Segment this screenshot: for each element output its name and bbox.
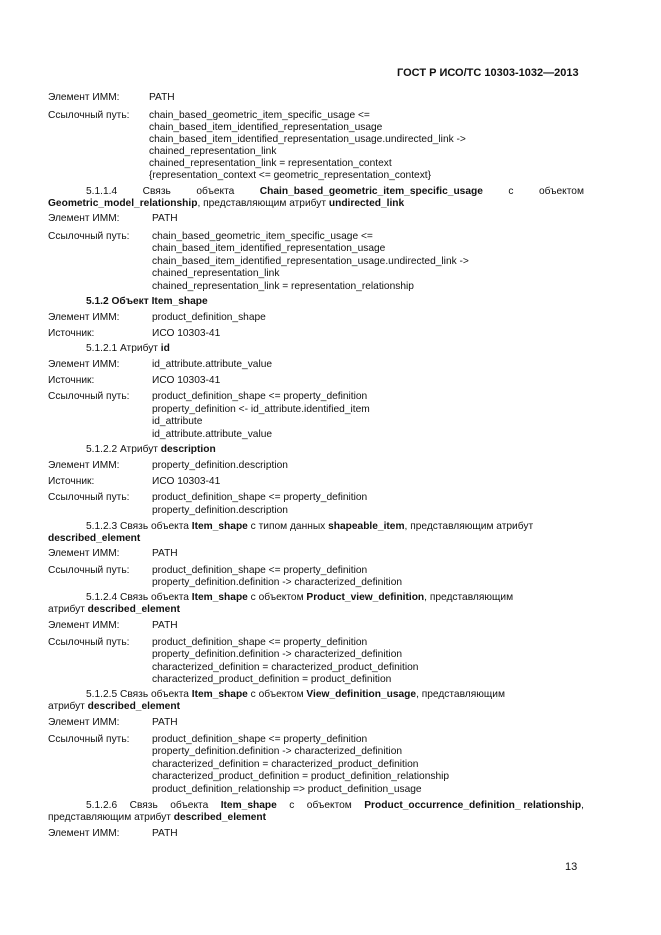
section-heading-5-1-2-3-cont: described_element [48, 533, 141, 544]
section-heading-5-1-2-1: 5.1.2.1 Атрибут id [86, 343, 170, 354]
imm-value: PATH [152, 828, 178, 839]
ref-line: characterized_definition = characterized_product_definition [152, 662, 419, 673]
ref-line: chain_based_geometric_item_specific_usage <= [152, 231, 373, 242]
ref-line: chained_representation_link [149, 146, 277, 157]
ref-line: property_definition <- id_attribute.identified_item [152, 404, 370, 415]
label-src: Источник: [48, 476, 95, 487]
ref-line: product_definition_relationship => product_definition_usage [152, 784, 422, 795]
label-imm: Элемент ИММ: [48, 717, 120, 728]
imm-value: PATH [152, 213, 178, 224]
label-imm: Элемент ИММ: [48, 548, 120, 559]
ref-line: product_definition_shape <= property_definition [152, 391, 368, 402]
ref-line: chained_representation_link [152, 268, 280, 279]
label-imm: Элемент ИММ: [48, 312, 120, 323]
src-value: ИСО 10303-41 [152, 328, 221, 339]
section-heading-5-1-2-6-cont: представляющим атрибут described_element [48, 812, 267, 823]
imm-value: PATH [152, 548, 178, 559]
ref-line: product_definition_shape <= property_definition [152, 492, 368, 503]
label-imm: Элемент ИММ: [48, 620, 120, 631]
section-heading-5-1-1-4: 5.1.1.4 Связь объекта Chain_based_geometric_item_specific_usage с объектом [86, 186, 584, 197]
label-imm: Элемент ИММ: [48, 359, 120, 370]
ref-line: product_definition_shape <= property_definition [152, 734, 368, 745]
label-imm: Элемент ИММ: [48, 92, 120, 103]
imm-value: id_attribute.attribute_value [152, 359, 273, 370]
label-imm: Элемент ИММ: [48, 828, 120, 839]
ref-line: chained_representation_link = representation_relationship [152, 281, 414, 292]
ref-line: chain_based_item_identified_representation_usage.undirected_link -> [152, 256, 469, 267]
ref-line: chain_based_item_identified_representation_usage [152, 243, 386, 254]
ref-line: {representation_context <= geometric_representation_context} [149, 170, 432, 181]
imm-value: PATH [152, 620, 178, 631]
ref-line: property_definition.definition -> characterized_definition [152, 577, 403, 588]
section-heading-5-1-1-4-cont: Geometric_model_relationship, представляющим атрибут undirected_link [48, 198, 405, 209]
ref-line: property_definition.description [152, 505, 288, 516]
src-value: ИСО 10303-41 [152, 375, 221, 386]
ref-line: property_definition.definition -> characterized_definition [152, 649, 403, 660]
label-ref: Ссылочный путь: [48, 637, 130, 648]
section-heading-5-1-2-3: 5.1.2.3 Связь объекта Item_shape с типом данных shapeable_item, представляющим атрибут [86, 521, 534, 532]
label-imm: Элемент ИММ: [48, 460, 120, 471]
src-value: ИСО 10303-41 [152, 476, 221, 487]
label-ref: Ссылочный путь: [48, 231, 130, 242]
imm-value: product_definition_shape [152, 312, 266, 323]
ref-line: chain_based_geometric_item_specific_usage <= [149, 110, 370, 121]
document-header: ГОСТ Р ИСО/ТС 10303-1032—2013 [397, 67, 579, 79]
ref-line: product_definition_shape <= property_definition [152, 637, 368, 648]
section-heading-5-1-2-5-cont: атрибут described_element [48, 701, 180, 712]
section-heading-5-1-2-6: 5.1.2.6 Связь объекта Item_shape с объектом Product_occurrence_definition_ relationship, [86, 800, 584, 811]
label-ref: Ссылочный путь: [48, 565, 130, 576]
section-heading-5-1-2-4-cont: атрибут described_element [48, 604, 180, 615]
label-src: Источник: [48, 375, 95, 386]
ref-line: chain_based_item_identified_representation_usage.undirected_link -> [149, 134, 466, 145]
ref-line: characterized_product_definition = product_definition_relationship [152, 771, 450, 782]
ref-line: characterized_product_definition = product_definition [152, 674, 392, 685]
imm-value: PATH [149, 92, 175, 103]
label-ref: Ссылочный путь: [48, 492, 130, 503]
section-heading-5-1-2-2: 5.1.2.2 Атрибут description [86, 444, 216, 455]
section-heading-5-1-2: 5.1.2 Объект Item_shape [86, 296, 208, 307]
page-number: 13 [565, 861, 578, 873]
label-ref: Ссылочный путь: [48, 391, 130, 402]
ref-line: product_definition_shape <= property_definition [152, 565, 368, 576]
section-heading-5-1-2-5: 5.1.2.5 Связь объекта Item_shape с объектом View_definition_usage, представляющим [86, 689, 505, 700]
ref-line: id_attribute [152, 416, 203, 427]
label-ref: Ссылочный путь: [48, 110, 130, 121]
label-src: Источник: [48, 328, 95, 339]
ref-line: chain_based_item_identified_representation_usage [149, 122, 383, 133]
ref-line: chained_representation_link = representation_context [149, 158, 392, 169]
ref-line: property_definition.definition -> characterized_definition [152, 746, 403, 757]
label-ref: Ссылочный путь: [48, 734, 130, 745]
label-imm: Элемент ИММ: [48, 213, 120, 224]
ref-line: id_attribute.attribute_value [152, 429, 273, 440]
imm-value: PATH [152, 717, 178, 728]
imm-value: property_definition.description [152, 460, 288, 471]
ref-line: characterized_definition = characterized_product_definition [152, 759, 419, 770]
section-heading-5-1-2-4: 5.1.2.4 Связь объекта Item_shape с объектом Product_view_definition, представляющим [86, 592, 514, 603]
